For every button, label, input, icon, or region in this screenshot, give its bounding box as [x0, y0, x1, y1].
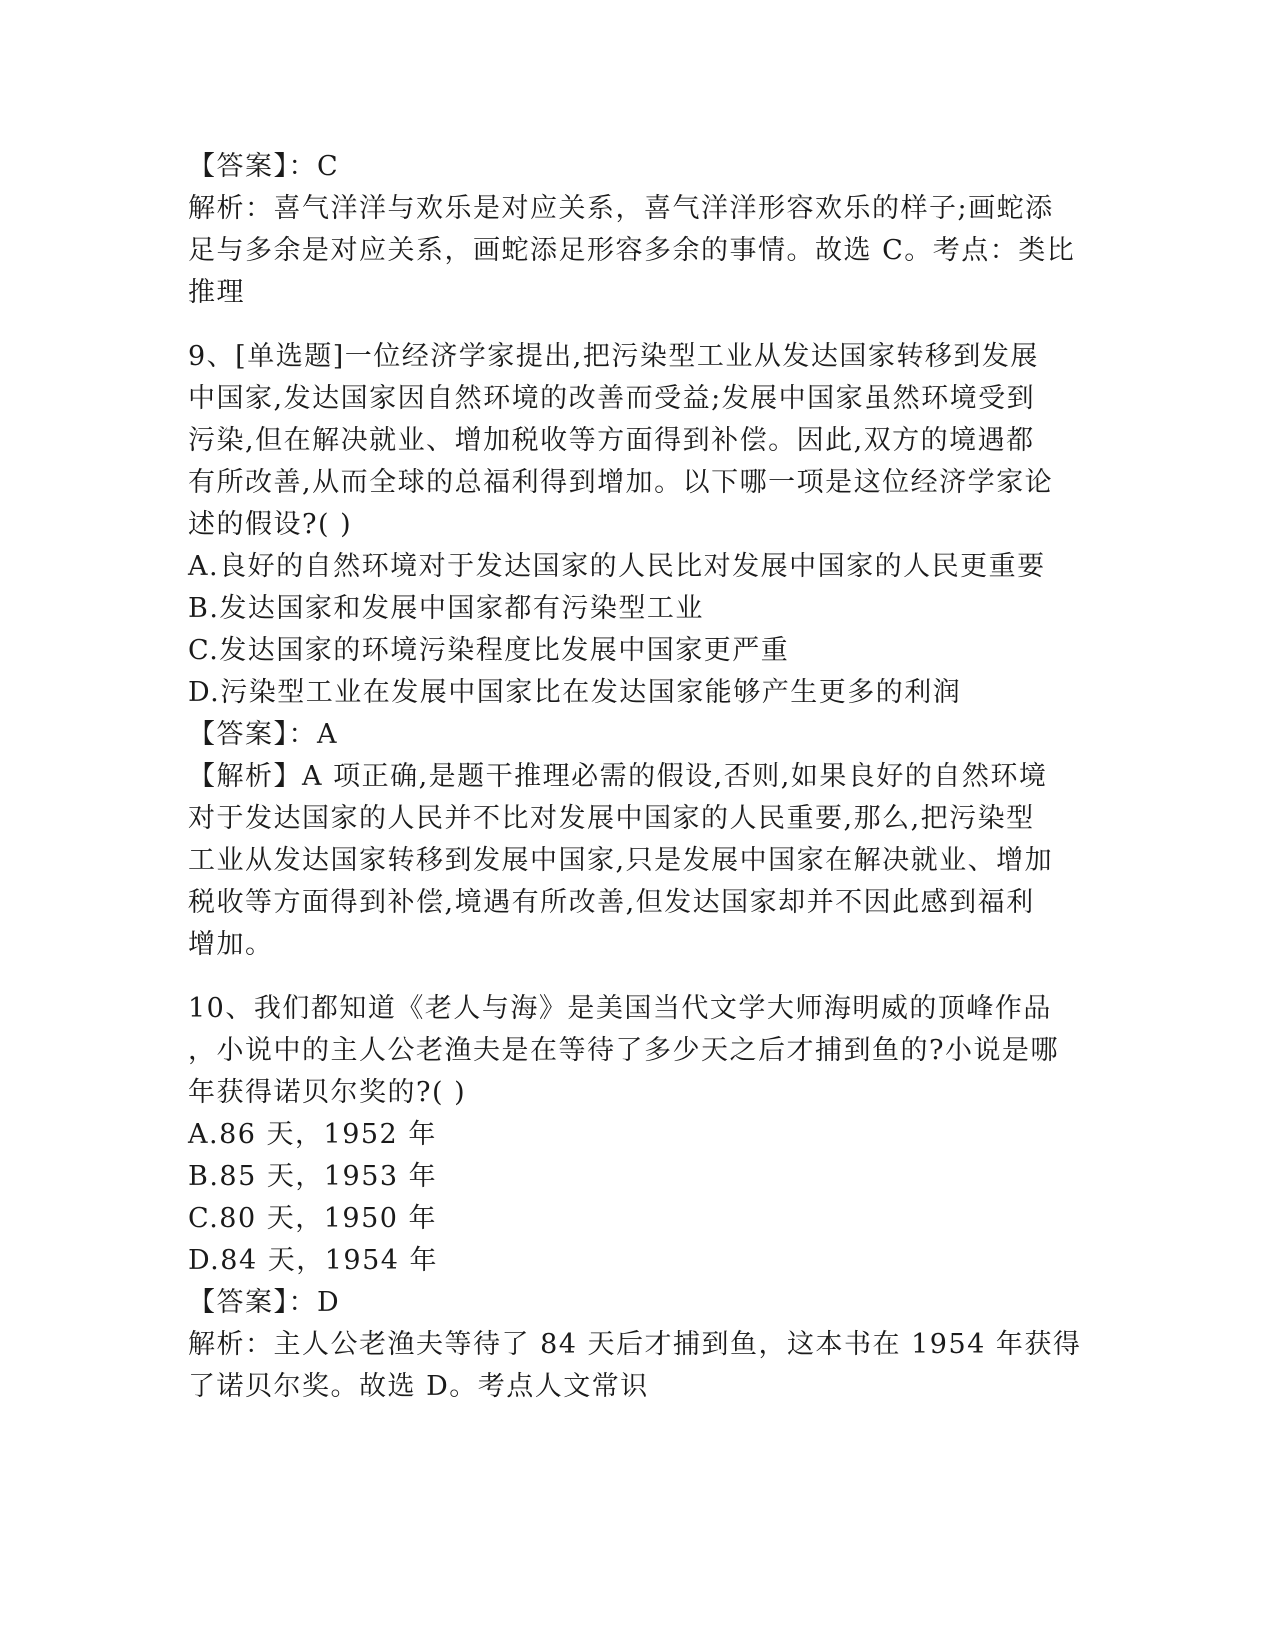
option-b: B.85 天，1953 年: [188, 1161, 438, 1192]
analysis-line: 对于发达国家的人民并不比对发展中国家的人民重要,那么,把污染型: [188, 803, 1035, 834]
answer-line: 【答案】：D: [188, 1287, 341, 1318]
document-page: [188, 146, 1088, 1408]
analysis-line: 推理: [188, 277, 245, 308]
analysis-line: 足与多余是对应关系，画蛇添足形容多余的事情。故选 C。考点：类比: [188, 235, 1076, 266]
analysis-line: 解析：喜气洋洋与欢乐是对应关系，喜气洋洋形容欢乐的样子;画蛇添: [188, 193, 1054, 224]
question-stem-line: 有所改善,从而全球的总福利得到增加。以下哪一项是这位经济学家论: [188, 467, 1054, 498]
question-9-section: [188, 336, 1088, 966]
analysis-line: 增加。: [188, 929, 274, 960]
question-stem-line: 9、[单选题]一位经济学家提出,把污染型工业从发达国家转移到发展: [188, 341, 1039, 372]
option-c: C.80 天，1950 年: [188, 1203, 438, 1234]
analysis-line: 工业从发达国家转移到发展中国家,只是发展中国家在解决就业、增加: [188, 845, 1054, 876]
question-stem-line: 中国家,发达国家因自然环境的改善而受益;发展中国家虽然环境受到: [188, 383, 1036, 414]
question-stem-line: 述的假设?( ): [188, 509, 353, 540]
option-b: B.发达国家和发展中国家都有污染型工业: [188, 593, 704, 624]
analysis-line: 解析：主人公老渔夫等待了 84 天后才捕到鱼，这本书在 1954 年获得: [188, 1329, 1082, 1360]
question-stem-line: 10、我们都知道《老人与海》是美国当代文学大师海明威的顶峰作品: [188, 993, 1052, 1024]
analysis-line: 税收等方面得到补偿,境遇有所改善,但发达国家却并不因此感到福利: [188, 887, 1035, 918]
option-a: A.86 天，1952 年: [188, 1119, 437, 1150]
option-c: C.发达国家的环境污染程度比发展中国家更严重: [188, 635, 790, 666]
option-d: D.污染型工业在发展中国家比在发达国家能够产生更多的利润: [188, 677, 962, 708]
answer-line: 【答案】：C: [188, 151, 340, 182]
question-8-section: [188, 146, 1088, 314]
analysis-line: 【解析】A 项正确,是题干推理必需的假设,否则,如果良好的自然环境: [188, 761, 1048, 792]
spacer: [188, 966, 1088, 988]
question-stem-line: 年获得诺贝尔奖的?( ): [188, 1077, 467, 1108]
option-a: A.良好的自然环境对于发达国家的人民比对发展中国家的人民更重要: [188, 551, 1046, 582]
answer-line: 【答案】：A: [188, 719, 338, 750]
analysis-line: 了诺贝尔奖。故选 D。考点人文常识: [188, 1371, 649, 1402]
question-10-section: [188, 988, 1088, 1408]
spacer: [188, 314, 1088, 336]
option-d: D.84 天，1954 年: [188, 1245, 439, 1276]
question-stem-line: ，小说中的主人公老渔夫是在等待了多少天之后才捕到鱼的?小说是哪: [188, 1035, 1059, 1066]
question-stem-line: 污染,但在解决就业、增加税收等方面得到补偿。因此,双方的境遇都: [188, 425, 1035, 456]
